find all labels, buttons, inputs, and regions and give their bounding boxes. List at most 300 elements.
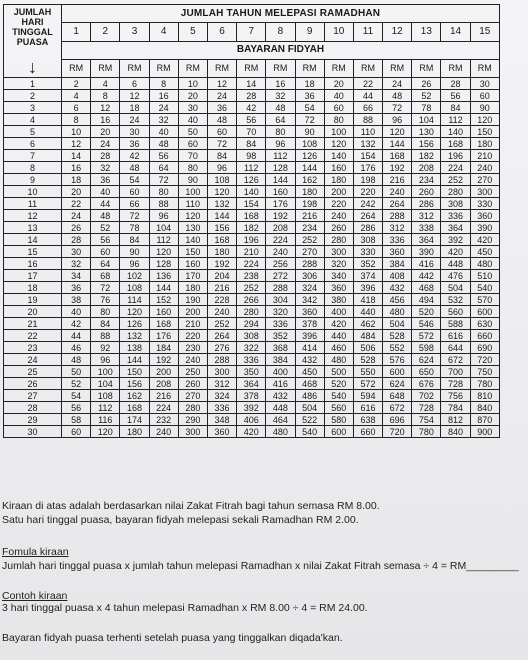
- fidyah-amount-cell: 288: [266, 282, 295, 294]
- fidyah-amount-cell: 96: [91, 354, 120, 366]
- fidyah-amount-cell: 494: [412, 294, 441, 306]
- currency-header-cell: RM: [62, 59, 91, 77]
- day-count-cell: 10: [4, 186, 62, 198]
- formula-text: Jumlah hari tinggal puasa x jumlah tahun melepasi Ramadhan x nilai Zakat Fitrah semasa ÷ 4 = RM_________: [2, 560, 519, 572]
- fidyah-amount-cell: 308: [237, 330, 266, 342]
- fidyah-amount-cell: 60: [120, 186, 149, 198]
- fidyah-amount-cell: 756: [441, 390, 470, 402]
- day-count-cell: 14: [4, 234, 62, 246]
- fidyah-amount-cell: 26: [62, 222, 91, 234]
- currency-header-cell: RM: [178, 59, 207, 77]
- fidyah-amount-cell: 168: [441, 138, 470, 150]
- fidyah-amount-cell: 644: [441, 342, 470, 354]
- table-row: [4, 282, 500, 294]
- fidyah-amount-cell: 192: [266, 210, 295, 222]
- day-count-cell: 21: [4, 318, 62, 330]
- fidyah-amount-cell: 300: [470, 186, 499, 198]
- fidyah-amount-cell: 180: [207, 246, 236, 258]
- fidyah-amount-cell: 598: [412, 342, 441, 354]
- fidyah-amount-cell: 280: [324, 234, 353, 246]
- table-row: [4, 402, 500, 414]
- fidyah-amount-cell: 364: [412, 234, 441, 246]
- fidyah-amount-cell: 448: [441, 258, 470, 270]
- fidyah-amount-cell: 240: [383, 186, 412, 198]
- table-row: [4, 78, 500, 90]
- fidyah-amount-cell: 84: [120, 234, 149, 246]
- fidyah-amount-cell: 204: [207, 270, 236, 282]
- fidyah-amount-cell: 336: [383, 234, 412, 246]
- fidyah-amount-cell: 144: [266, 174, 295, 186]
- fidyah-amount-cell: 174: [120, 414, 149, 426]
- fidyah-amount-cell: 230: [178, 342, 207, 354]
- currency-header-cell: RM: [295, 59, 324, 77]
- year-header-cell: 11: [353, 23, 382, 41]
- fidyah-amount-cell: 114: [120, 294, 149, 306]
- fidyah-amount-cell: 150: [470, 126, 499, 138]
- fidyah-amount-cell: 180: [324, 174, 353, 186]
- fidyah-amount-cell: 390: [412, 246, 441, 258]
- fidyah-amount-cell: 160: [149, 306, 178, 318]
- day-count-cell: 28: [4, 402, 62, 414]
- fidyah-amount-cell: 138: [120, 342, 149, 354]
- fidyah-amount-cell: 216: [149, 390, 178, 402]
- fidyah-amount-cell: 240: [470, 162, 499, 174]
- fidyah-amount-cell: 234: [412, 174, 441, 186]
- fidyah-amount-cell: 336: [237, 354, 266, 366]
- fidyah-amount-cell: 168: [207, 234, 236, 246]
- fidyah-amount-cell: 192: [383, 162, 412, 174]
- fidyah-amount-cell: 504: [383, 318, 412, 330]
- fidyah-amount-cell: 66: [120, 198, 149, 210]
- fidyah-amount-cell: 252: [295, 234, 324, 246]
- fidyah-amount-cell: 440: [353, 306, 382, 318]
- formula-heading: Fomula kiraan: [2, 546, 69, 558]
- fidyah-amount-cell: 240: [149, 426, 178, 438]
- fidyah-amount-cell: 12: [207, 78, 236, 90]
- fidyah-amount-cell: 90: [178, 174, 207, 186]
- fidyah-amount-cell: 384: [266, 354, 295, 366]
- fidyah-amount-cell: 48: [91, 210, 120, 222]
- fidyah-amount-cell: 264: [207, 330, 236, 342]
- fidyah-amount-cell: 728: [441, 378, 470, 390]
- fidyah-amount-cell: 784: [441, 402, 470, 414]
- fidyah-amount-cell: 144: [120, 354, 149, 366]
- fidyah-amount-cell: 288: [383, 210, 412, 222]
- day-count-cell: 19: [4, 294, 62, 306]
- fidyah-amount-cell: 286: [412, 198, 441, 210]
- fidyah-amount-cell: 40: [324, 90, 353, 102]
- fidyah-amount-cell: 484: [353, 330, 382, 342]
- fidyah-amount-cell: 104: [149, 222, 178, 234]
- fidyah-amount-cell: 780: [470, 378, 499, 390]
- fidyah-amount-cell: 220: [324, 198, 353, 210]
- fidyah-amount-cell: 10: [178, 78, 207, 90]
- fidyah-amount-cell: 480: [383, 306, 412, 318]
- fidyah-amount-cell: 336: [441, 210, 470, 222]
- year-header-cell: 1: [62, 23, 91, 41]
- fidyah-amount-cell: 416: [412, 258, 441, 270]
- fidyah-amount-cell: 12: [62, 138, 91, 150]
- fidyah-amount-cell: 528: [383, 330, 412, 342]
- fidyah-amount-cell: 108: [91, 390, 120, 402]
- fidyah-amount-cell: 144: [295, 162, 324, 174]
- fidyah-amount-cell: 840: [441, 426, 470, 438]
- fidyah-amount-cell: 80: [178, 162, 207, 174]
- day-count-cell: 11: [4, 198, 62, 210]
- fidyah-amount-cell: 392: [237, 402, 266, 414]
- fidyah-amount-cell: 162: [120, 390, 149, 402]
- fidyah-amount-cell: 126: [120, 318, 149, 330]
- fidyah-amount-cell: 672: [383, 402, 412, 414]
- fidyah-amount-cell: 40: [91, 186, 120, 198]
- fidyah-amount-cell: 60: [91, 246, 120, 258]
- day-count-cell: 17: [4, 270, 62, 282]
- fidyah-amount-cell: 224: [441, 162, 470, 174]
- fidyah-amount-cell: 24: [91, 138, 120, 150]
- fidyah-amount-cell: 420: [237, 426, 266, 438]
- fidyah-amount-cell: 200: [324, 186, 353, 198]
- fidyah-amount-cell: 60: [207, 126, 236, 138]
- fidyah-amount-cell: 312: [412, 210, 441, 222]
- day-count-cell: 25: [4, 366, 62, 378]
- fidyah-amount-cell: 200: [149, 366, 178, 378]
- fidyah-amount-cell: 150: [178, 246, 207, 258]
- fidyah-amount-cell: 240: [207, 306, 236, 318]
- fidyah-amount-cell: 110: [178, 198, 207, 210]
- fidyah-amount-cell: 576: [383, 354, 412, 366]
- currency-header-cell: RM: [412, 59, 441, 77]
- fidyah-amount-cell: 176: [266, 198, 295, 210]
- fidyah-amount-cell: 324: [207, 390, 236, 402]
- day-count-cell: 22: [4, 330, 62, 342]
- fidyah-amount-cell: 360: [295, 306, 324, 318]
- fidyah-amount-cell: 34: [62, 270, 91, 282]
- fidyah-amount-cell: 44: [353, 90, 382, 102]
- table-row: [4, 150, 500, 162]
- fidyah-amount-cell: 180: [295, 186, 324, 198]
- fidyah-amount-cell: 588: [441, 318, 470, 330]
- days-left-line-3: TINGGAL: [12, 27, 53, 37]
- fidyah-amount-cell: 120: [120, 306, 149, 318]
- fidyah-amount-cell: 450: [295, 366, 324, 378]
- fidyah-amount-cell: 30: [62, 246, 91, 258]
- day-count-cell: 2: [4, 90, 62, 102]
- fidyah-amount-cell: 72: [120, 210, 149, 222]
- fidyah-amount-cell: 250: [178, 366, 207, 378]
- fidyah-amount-cell: 52: [62, 378, 91, 390]
- table-row: [4, 270, 500, 282]
- fidyah-amount-cell: 108: [207, 174, 236, 186]
- table-row: [4, 126, 500, 138]
- fidyah-amount-cell: 128: [266, 162, 295, 174]
- fidyah-amount-cell: 50: [178, 126, 207, 138]
- day-count-cell: 16: [4, 258, 62, 270]
- fidyah-amount-cell: 420: [441, 246, 470, 258]
- fidyah-amount-cell: 500: [324, 366, 353, 378]
- fidyah-amount-cell: 112: [149, 234, 178, 246]
- fidyah-amount-cell: 294: [237, 318, 266, 330]
- fidyah-amount-cell: 36: [120, 138, 149, 150]
- currency-header-cell: RM: [120, 59, 149, 77]
- fidyah-amount-cell: 464: [266, 414, 295, 426]
- fidyah-amount-cell: 48: [383, 90, 412, 102]
- fidyah-amount-cell: 56: [237, 114, 266, 126]
- example-heading: Contoh kiraan: [2, 590, 68, 602]
- fidyah-amount-cell: 728: [412, 402, 441, 414]
- fidyah-amount-cell: 440: [324, 330, 353, 342]
- fidyah-amount-cell: 304: [266, 294, 295, 306]
- fidyah-amount-cell: 396: [353, 282, 382, 294]
- days-left-line-1: JUMLAH: [13, 7, 52, 17]
- fidyah-amount-cell: 260: [324, 222, 353, 234]
- fidyah-amount-cell: 208: [412, 162, 441, 174]
- fidyah-amount-cell: 870: [470, 414, 499, 426]
- fidyah-amount-cell: 308: [441, 198, 470, 210]
- fidyah-amount-cell: 336: [266, 318, 295, 330]
- fidyah-amount-cell: 24: [207, 90, 236, 102]
- fidyah-amount-cell: 68: [91, 270, 120, 282]
- fidyah-amount-cell: 352: [266, 330, 295, 342]
- fidyah-amount-cell: 18: [62, 174, 91, 186]
- currency-row: [4, 59, 500, 77]
- years-row: [4, 23, 500, 41]
- fidyah-amount-cell: 102: [120, 270, 149, 282]
- fidyah-amount-cell: 378: [295, 318, 324, 330]
- fidyah-amount-cell: 24: [149, 102, 178, 114]
- fidyah-amount-cell: 396: [295, 330, 324, 342]
- fidyah-amount-cell: 180: [178, 282, 207, 294]
- fidyah-amount-cell: 720: [470, 354, 499, 366]
- fidyah-amount-cell: 144: [383, 138, 412, 150]
- fidyah-amount-cell: 288: [207, 354, 236, 366]
- fidyah-amount-cell: 108: [295, 138, 324, 150]
- fidyah-amount-cell: 550: [353, 366, 382, 378]
- fidyah-amount-cell: 600: [470, 306, 499, 318]
- fidyah-amount-cell: 360: [207, 426, 236, 438]
- fidyah-amount-cell: 44: [91, 198, 120, 210]
- fidyah-amount-cell: 196: [441, 150, 470, 162]
- fidyah-amount-cell: 60: [470, 90, 499, 102]
- fidyah-amount-cell: 52: [91, 222, 120, 234]
- fidyah-amount-cell: 450: [470, 246, 499, 258]
- fidyah-amount-cell: 270: [178, 390, 207, 402]
- fidyah-amount-cell: 120: [91, 426, 120, 438]
- fidyah-amount-cell: 64: [266, 114, 295, 126]
- fidyah-amount-cell: 144: [207, 210, 236, 222]
- fidyah-amount-cell: 252: [237, 282, 266, 294]
- fidyah-amount-cell: 54: [120, 174, 149, 186]
- fidyah-amount-cell: 280: [178, 402, 207, 414]
- table-row: [4, 186, 500, 198]
- fidyah-amount-cell: 300: [178, 426, 207, 438]
- fidyah-amount-cell: 306: [295, 270, 324, 282]
- fidyah-amount-cell: 720: [383, 426, 412, 438]
- fidyah-amount-cell: 510: [470, 270, 499, 282]
- fidyah-amount-cell: 200: [178, 306, 207, 318]
- fidyah-amount-cell: 540: [295, 426, 324, 438]
- fidyah-amount-cell: 170: [178, 270, 207, 282]
- fidyah-amount-cell: 120: [178, 210, 207, 222]
- fidyah-amount-cell: 280: [441, 186, 470, 198]
- fidyah-amount-cell: 228: [207, 294, 236, 306]
- fidyah-amount-cell: 360: [383, 246, 412, 258]
- fidyah-amount-cell: 150: [120, 366, 149, 378]
- fidyah-amount-cell: 378: [237, 390, 266, 402]
- fidyah-amount-cell: 10: [62, 126, 91, 138]
- fidyah-amount-cell: 168: [120, 402, 149, 414]
- fidyah-amount-cell: 260: [412, 186, 441, 198]
- fidyah-amount-cell: 750: [470, 366, 499, 378]
- fidyah-amount-cell: 24: [120, 114, 149, 126]
- fidyah-amount-cell: 126: [295, 150, 324, 162]
- fidyah-amount-cell: 702: [412, 390, 441, 402]
- fidyah-amount-cell: 280: [237, 306, 266, 318]
- year-header-cell: 6: [207, 23, 236, 41]
- fidyah-amount-cell: 528: [353, 354, 382, 366]
- fidyah-amount-cell: 650: [412, 366, 441, 378]
- fidyah-amount-cell: 300: [207, 366, 236, 378]
- fidyah-amount-cell: 130: [178, 222, 207, 234]
- currency-header-cell: RM: [324, 59, 353, 77]
- fidyah-amount-cell: 58: [62, 414, 91, 426]
- fidyah-amount-cell: 48: [266, 102, 295, 114]
- table-row: [4, 378, 500, 390]
- table-row: [4, 90, 500, 102]
- fidyah-amount-cell: 616: [353, 402, 382, 414]
- fidyah-amount-cell: 432: [383, 282, 412, 294]
- table-title-row: [4, 5, 500, 23]
- fidyah-amount-cell: 112: [91, 402, 120, 414]
- fidyah-amount-cell: 18: [120, 102, 149, 114]
- fidyah-amount-cell: 480: [324, 354, 353, 366]
- fidyah-amount-cell: 242: [353, 198, 382, 210]
- fidyah-amount-cell: 120: [149, 246, 178, 258]
- fidyah-amount-cell: 56: [149, 150, 178, 162]
- fidyah-amount-cell: 260: [178, 378, 207, 390]
- currency-header-cell: RM: [266, 59, 295, 77]
- fidyah-amount-cell: 660: [353, 426, 382, 438]
- day-count-cell: 18: [4, 282, 62, 294]
- fidyah-amount-cell: 14: [237, 78, 266, 90]
- fidyah-amount-cell: 2: [62, 78, 91, 90]
- fidyah-amount-cell: 160: [324, 162, 353, 174]
- fidyah-amount-cell: 8: [62, 114, 91, 126]
- fidyah-amount-cell: 418: [353, 294, 382, 306]
- fidyah-amount-cell: 72: [149, 174, 178, 186]
- fidyah-amount-cell: 560: [441, 306, 470, 318]
- fidyah-amount-cell: 208: [149, 378, 178, 390]
- fidyah-amount-cell: 364: [237, 378, 266, 390]
- fidyah-amount-cell: 32: [149, 114, 178, 126]
- fidyah-amount-cell: 36: [91, 174, 120, 186]
- fidyah-amount-cell: 460: [324, 342, 353, 354]
- year-header-cell: 8: [266, 23, 295, 41]
- fidyah-amount-cell: 96: [149, 210, 178, 222]
- fidyah-amount-cell: 368: [266, 342, 295, 354]
- fidyah-amount-cell: 30: [120, 126, 149, 138]
- day-count-cell: 13: [4, 222, 62, 234]
- table-row: [4, 414, 500, 426]
- fidyah-amount-cell: 128: [149, 258, 178, 270]
- fidyah-amount-cell: 180: [120, 426, 149, 438]
- table-row: [4, 222, 500, 234]
- fidyah-amount-cell: 156: [207, 222, 236, 234]
- day-count-cell: 6: [4, 138, 62, 150]
- fidyah-amount-cell: 210: [237, 246, 266, 258]
- fidyah-amount-cell: 120: [207, 186, 236, 198]
- fidyah-amount-cell: 66: [353, 102, 382, 114]
- table-row: [4, 258, 500, 270]
- fidyah-amount-cell: 88: [149, 198, 178, 210]
- day-count-cell: 20: [4, 306, 62, 318]
- table-row: [4, 102, 500, 114]
- days-left-header: [4, 5, 62, 78]
- fidyah-amount-cell: 18: [295, 78, 324, 90]
- fidyah-amount-cell: 812: [441, 414, 470, 426]
- fidyah-amount-cell: 152: [149, 294, 178, 306]
- fidyah-amount-cell: 288: [295, 258, 324, 270]
- day-count-cell: 7: [4, 150, 62, 162]
- fidyah-amount-cell: 38: [62, 294, 91, 306]
- fidyah-amount-cell: 92: [91, 342, 120, 354]
- fidyah-amount-cell: 754: [412, 414, 441, 426]
- fidyah-amount-cell: 64: [91, 258, 120, 270]
- fidyah-amount-cell: 16: [62, 162, 91, 174]
- fidyah-amount-cell: 96: [120, 258, 149, 270]
- days-left-line-4: PUASA: [16, 37, 49, 47]
- fidyah-amount-cell: 190: [178, 294, 207, 306]
- fidyah-amount-cell: 240: [324, 210, 353, 222]
- fidyah-amount-cell: 168: [383, 150, 412, 162]
- fidyah-amount-cell: 52: [412, 90, 441, 102]
- table-row: [4, 198, 500, 210]
- day-count-cell: 8: [4, 162, 62, 174]
- table-row: [4, 234, 500, 246]
- fidyah-amount-cell: 112: [266, 150, 295, 162]
- fidyah-amount-cell: 22: [353, 78, 382, 90]
- currency-header-cell: RM: [237, 59, 266, 77]
- fidyah-amount-cell: 112: [441, 114, 470, 126]
- fidyah-amount-cell: 480: [266, 426, 295, 438]
- fidyah-amount-cell: 330: [470, 198, 499, 210]
- fidyah-amount-cell: 154: [353, 150, 382, 162]
- day-count-cell: 15: [4, 246, 62, 258]
- fidyah-amount-cell: 54: [62, 390, 91, 402]
- year-header-cell: 15: [470, 23, 499, 41]
- fidyah-amount-cell: 100: [178, 186, 207, 198]
- fidyah-amount-cell: 216: [207, 282, 236, 294]
- fidyah-amount-cell: 96: [207, 162, 236, 174]
- fidyah-amount-cell: 12: [120, 90, 149, 102]
- fidyah-amount-cell: 660: [470, 330, 499, 342]
- fidyah-amount-cell: 160: [178, 258, 207, 270]
- fidyah-amount-cell: 384: [383, 258, 412, 270]
- fidyah-amount-cell: 648: [383, 390, 412, 402]
- fidyah-amount-cell: 44: [62, 330, 91, 342]
- fidyah-amount-cell: 88: [91, 330, 120, 342]
- footer-note: Bayaran fidyah puasa terhenti setelah puasa yang tinggalkan diqada'kan.: [2, 632, 343, 644]
- fidyah-amount-cell: 12: [91, 102, 120, 114]
- fidyah-amount-cell: 48: [120, 162, 149, 174]
- fidyah-amount-cell: 72: [383, 102, 412, 114]
- fidyah-amount-cell: 336: [207, 402, 236, 414]
- fidyah-amount-cell: 100: [324, 126, 353, 138]
- fidyah-amount-cell: 338: [412, 222, 441, 234]
- fidyah-amount-cell: 220: [353, 186, 382, 198]
- fidyah-amount-cell: 572: [353, 378, 382, 390]
- fidyah-amount-cell: 672: [441, 354, 470, 366]
- fidyah-amount-cell: 522: [295, 414, 324, 426]
